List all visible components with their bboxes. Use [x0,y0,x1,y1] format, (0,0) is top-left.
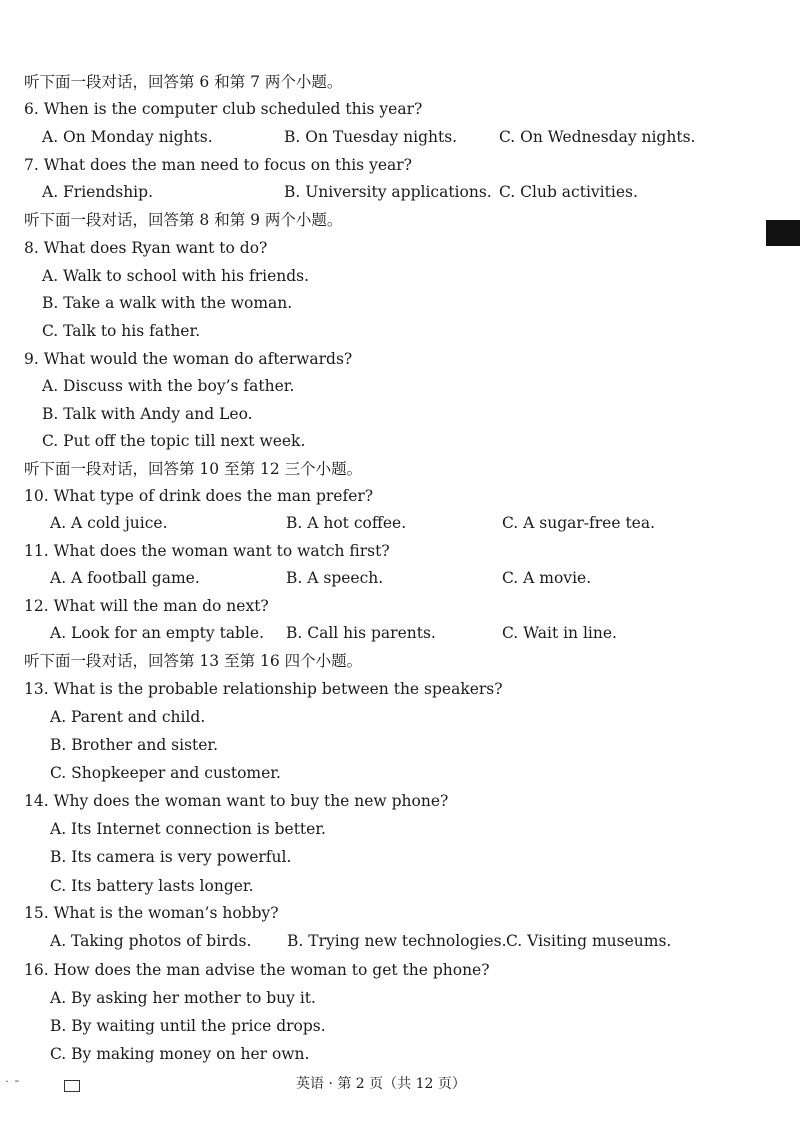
question-stem: 10. What type of drink does the man prefer? [24,487,374,505]
option-a: A. A football game. [50,569,200,587]
section-heading: 听下面一段对话，回答第 10 至第 12 三个小题。 [24,460,363,478]
option-c: C. Wait in line. [502,624,617,642]
question-stem: 11. What does the woman want to watch first? [24,542,390,560]
option-a: A. Its Internet connection is better. [50,820,326,838]
option-b: B. On Tuesday nights. [284,128,458,146]
option-c: C. Talk to his father. [42,322,201,340]
question-stem: 16. How does the man advise the woman to get the phone? [24,961,490,979]
option-c: C. Shopkeeper and customer. [50,764,281,782]
option-a: A. Look for an empty table. [50,624,265,642]
question-stem: 13. What is the probable relationship between the speakers? [24,680,503,698]
option-b: B. By waiting until the price drops. [50,1017,326,1035]
option-b: B. University applications. [284,183,492,201]
question-stem: 6. When is the computer club scheduled this year? [24,100,423,118]
option-c: C. A movie. [502,569,592,587]
option-a: A. Discuss with the boy’s father. [42,377,295,395]
option-b: B. Its camera is very powerful. [50,848,292,866]
section-heading: 听下面一段对话，回答第 13 至第 16 四个小题。 [24,652,363,670]
option-b: B. Trying new technologies. [287,932,507,950]
option-a: A. Walk to school with his friends. [42,267,310,285]
option-a: A. Parent and child. [50,708,206,726]
option-b: B. A hot coffee. [286,514,407,532]
question-stem: 8. What does Ryan want to do? [24,239,268,257]
option-c: C. Visiting museums. [506,932,672,950]
option-c: C. On Wednesday nights. [499,128,696,146]
option-c: C. Put off the topic till next week. [42,432,306,450]
question-stem: 9. What would the woman do afterwards? [24,350,353,368]
scan-mark-icon: ˙ ¯ [4,1079,20,1093]
section-heading: 听下面一段对话，回答第 6 和第 7 两个小题。 [24,73,343,91]
page-edge-tab-mark [766,220,800,246]
option-a: A. Friendship. [42,183,153,201]
option-a: A. By asking her mother to buy it. [50,989,316,1007]
option-b: B. A speech. [286,569,384,587]
question-stem: 12. What will the man do next? [24,597,269,615]
question-stem: 15. What is the woman’s hobby? [24,904,279,922]
option-c: C. Its battery lasts longer. [50,877,254,895]
option-c: C. Club activities. [499,183,638,201]
question-stem: 14. Why does the woman want to buy the new phone? [24,792,449,810]
option-b: B. Talk with Andy and Leo. [42,405,253,423]
option-b: B. Take a walk with the woman. [42,294,293,312]
option-a: A. Taking photos of birds. [50,932,252,950]
option-b: B. Call his parents. [286,624,436,642]
page-number-label: 英语 · 第 2 页（共 12 页） [296,1076,466,1092]
section-heading: 听下面一段对话，回答第 8 和第 9 两个小题。 [24,211,343,229]
box-mark-icon [64,1080,80,1092]
option-b: B. Brother and sister. [50,736,219,754]
question-stem: 7. What does the man need to focus on this year? [24,156,412,174]
option-c: C. By making money on her own. [50,1045,310,1063]
option-a: A. A cold juice. [50,514,168,532]
option-c: C. A sugar-free tea. [502,514,656,532]
option-a: A. On Monday nights. [42,128,213,146]
